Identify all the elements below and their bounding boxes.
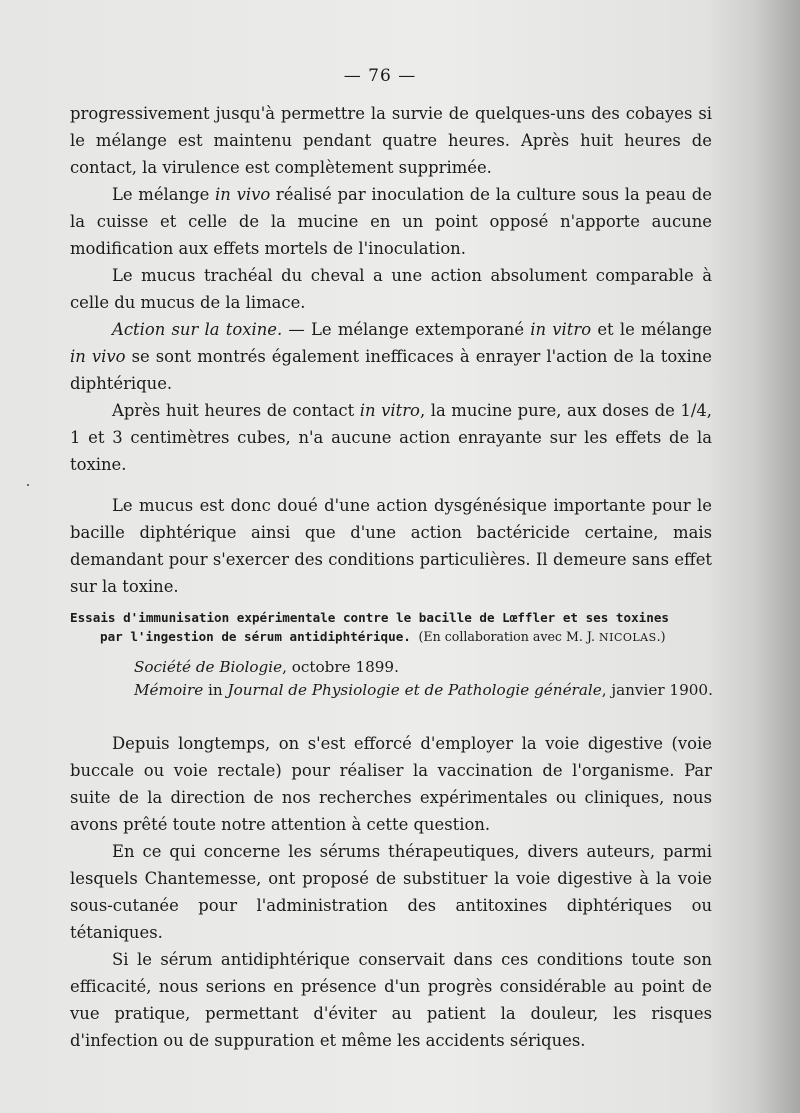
paragraph-contact-in-vitro: Après huit heures de contact in vitro, la mucine pure, aux doses de 1/4, 1 et 3 centimètres cubes, n'a aucune action enrayante sur les effets de la toxine. xyxy=(70,401,712,474)
speck-mark xyxy=(27,484,29,486)
reference-memoire: Mémoire in Journal de Physiologie et de Pathologie générale, janvier 1900. xyxy=(134,681,713,699)
page-number: — 76 — xyxy=(343,66,417,86)
page-edge-shadow xyxy=(754,0,800,1113)
paragraph-horse-mucus: Le mucus trachéal du cheval a une action absolument comparable à celle du mucus de la limace. xyxy=(70,266,712,312)
text-block-bottom xyxy=(70,730,712,1054)
paragraph-action-toxin: Action sur la toxine. — Le mélange extemporané in vitro et le mélange in vivo se sont montrés également inefficaces à enrayer l'action de la toxine diphtérique. xyxy=(70,320,712,393)
paragraph-continuation: progressivement jusqu'à permettre la survie de quelques-uns des cobayes si le mélange est maintenu pendant quatre heures. Après huit heures de contact, la virulence est complètement supprimée. xyxy=(70,104,712,177)
heading-line-2: par l'ingestion de sérum antidiphtérique. (En collaboration avec M. J. NICOLAS.) xyxy=(100,629,666,644)
section-heading xyxy=(70,608,720,647)
paragraph-efficacy: Si le sérum antidiphtérique conservait dans ces conditions toute son efficacité, nous serions en présence d'un progrès considérable au point de vue pratique, permettant d'éviter au patient la douleur, les risques d'infection ou de suppuration et même les accidents sériques. xyxy=(70,950,712,1050)
reference-societe-biologie: Société de Biologie, octobre 1899. xyxy=(134,658,399,676)
collaboration-note: (En collaboration avec M. J. NICOLAS.) xyxy=(418,629,666,644)
text-block-top xyxy=(70,100,712,478)
paragraph-conclusion: Le mucus est donc doué d'une action dysgénésique importante pour le bacille diphtérique ainsi que d'une action bactéricide certaine, mais demandant pour s'exercer des conditions particulières. Il demeure sans effet sur la toxine. xyxy=(70,496,712,596)
paragraph-digestive-route: Depuis longtemps, on s'est efforcé d'employer la voie digestive (voie buccale ou voie rectale) pour réaliser la vaccination de l'organisme. Par suite de la direction de nos recherches expérimentales ou cliniques, nous avons prêté toute notre attention à cette question. xyxy=(70,734,712,834)
paragraph-therapeutic-serums: En ce qui concerne les sérums thérapeutiques, divers auteurs, parmi lesquels Chantemesse, ont proposé de substituer la voie digestive à la voie sous-cutanée pour l'administration des antitoxines diphtériques ou tétaniques. xyxy=(70,842,712,942)
references xyxy=(134,656,734,702)
text-block-conclusion xyxy=(70,492,712,600)
heading-line-1: Essais d'immunisation expérimentale contre le bacille de Lœffler et ses toxines xyxy=(70,610,669,625)
paragraph-in-vivo-mixture: Le mélange in vivo réalisé par inoculation de la culture sous la peau de la cuisse et celle de la mucine en un point opposé n'apporte aucune modification aux effets mortels de l'inoculation. xyxy=(70,185,712,258)
